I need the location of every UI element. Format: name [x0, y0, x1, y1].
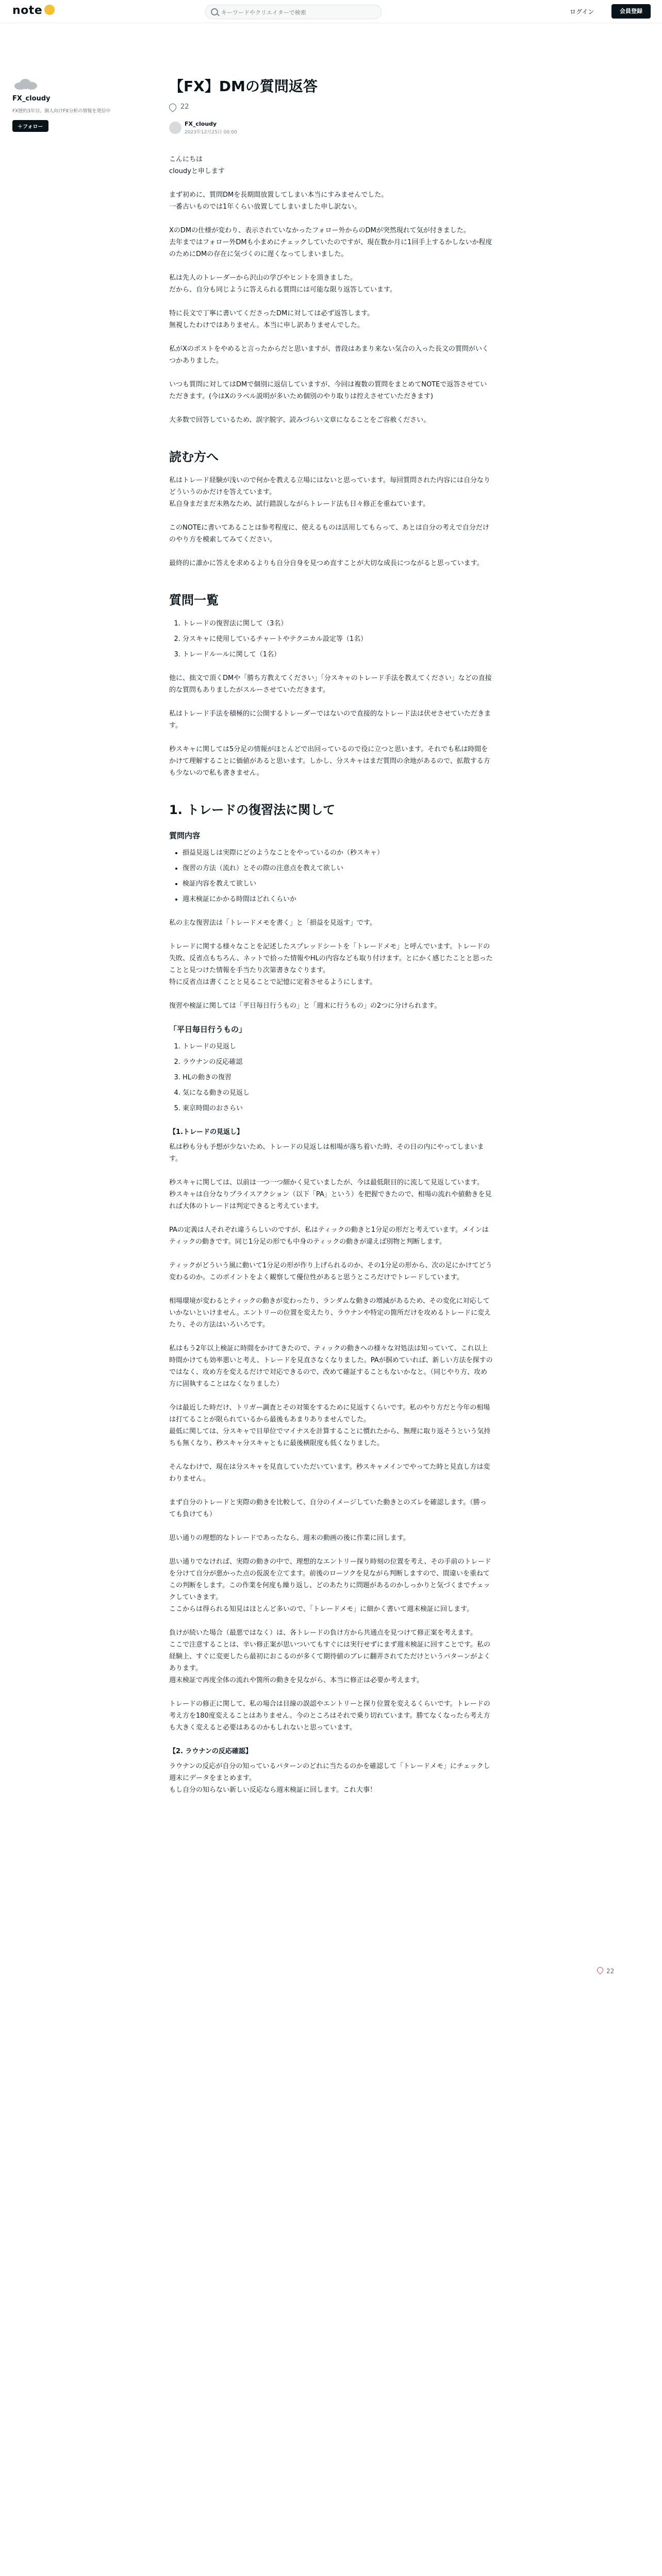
heart-icon[interactable]: [168, 102, 178, 112]
review-paragraphs: [169, 1141, 493, 1734]
paragraph: まず初めに、質問DMを長期間放置してしまい本当にすみませんでした。 一番古いものでは1年くらい放置してしまいました申し訳ない。: [169, 191, 388, 211]
subsection-heading: 【2. ラウナンの反応確認】: [169, 1748, 252, 1755]
section-heading: 1. トレードの復習法に関して: [169, 803, 336, 817]
paragraph: 私は先人のトレーダーから沢山の学びやヒントを頂きました。 だから、自分も同じように答えられる質問には可能な限り返答しています。: [169, 274, 396, 294]
list-item: 3. トレードルールに関して（1名）: [183, 649, 493, 660]
intro-section: [169, 154, 493, 426]
paragraph: いつも質問に対してはDMで個別に返信していますが、今回は複数の質問をまとめてNOTEで返答させていただきます。(今はXのラベル説明が多いため個別のやり取りは控えさせていただきます): [169, 381, 487, 400]
list-item: 1. トレードの復習法に関して（3名）: [183, 618, 493, 630]
publish-date: 2023年12月25日 00:00: [185, 130, 237, 135]
author-name[interactable]: FX_cloudy: [185, 121, 217, 127]
author-avatar[interactable]: [169, 122, 181, 134]
list-item: 1. トレードの見返し: [183, 1041, 493, 1053]
paragraph: PAの定義は人それぞれ違うらしいのですが、私はティックの動きと1分足の形だと考えています。メインはティックの動きです。同じ1分足の形でも中身のティックの動きが違えば別物と判断します。: [169, 1226, 489, 1246]
article-title: 【FX】DMの質問返答: [169, 78, 318, 95]
paragraph: まず自分のトレードと実際の動きを比較して、自分のイメージしていた動きとのズレを確認します。（勝っても負けても）: [169, 1499, 487, 1518]
section-heading: 質問一覧: [169, 593, 219, 607]
daily-task-list: [169, 1041, 493, 1114]
paragraph: XのDMの仕様が変わり、表示されていなかったフォロー外からのDMが突然現れて気が付きました。 去年まではフォロー外DMも小まめにチェックしていたのですが、現在数か月に1回手上するかしないか程度のためにDMの存在に気づくのに遅くなってしまいました。: [169, 227, 492, 258]
creator-sidebar: [12, 77, 115, 132]
search-input[interactable]: [220, 7, 377, 18]
list-item: 5. 東京時間のおさらい: [183, 1103, 493, 1114]
list-item: • 週末検証にかかる時間はどれくらいか: [183, 893, 493, 905]
floating-like[interactable]: [597, 1967, 614, 1975]
paragraph: 相場環境が変わるとティックの動きが変わったり、ランダムな動きの増減があるため、その変化に対応していかないといけません。エントリーの位置を変えたり、ラウナンや特定の箇所だけを攻めるトレードに変えたり、その方法はいろいろです。: [169, 1297, 491, 1329]
paragraph: ティックがどういう風に動いて1分足の形が作り上げられるのか、その1分足の形から、次の足にかけてどう変わるのか。このポイントをよく観察して優位性があると思うところだけでトレードしています。: [169, 1262, 492, 1281]
readers-section: [169, 474, 493, 569]
list-item: 3. HLの動きの復習: [183, 1072, 493, 1083]
paragraph: 負けが続いた場合（最悪ではなく）は、各トレードの負け方から共通点を見つけて修正案を考えます。 ここで注意することは、辛い修正案が思いついてもすぐには実行せずにまず週末検証に回すことです。私の経験上、すぐに変更したら最初におこるのが多くて期待値のブレに翻弄されてただけというパターンがよくあります。 週末検証で再度全体の流れや箇所の動きを見ながら、本当に修正は必要か考えます。: [169, 1629, 491, 1684]
paragraph: 思い通りでなければ、実際の動きの中で、理想的なエントリー探り時刻の位置を考え、その手前のトレードを分けて自分が悪かった点の仮説を立てます。前後のローソクを見ながら判断しますので、間違いを重ねてこの判断をします。この作業を何度も繰り返し、どのあたりに問題があるのかしっかりと気づくまでチェックしていきます。 ここからは得られる知見はほとんど多いので、「トレードメモ」に細かく書いて週末検証に回します。: [169, 1558, 491, 1613]
paragraph: 秒スキャに関しては、以前は一つ一つ細かく見ていましたが、今は最低限目的に流して見返しています。 秒スキャは自分なりプライスアクション（以下「PA」という）を把握できたので、相場の流れや値動きを見れば大体のトレードは判定できると考えています。: [169, 1179, 492, 1210]
search-box[interactable]: [205, 5, 382, 19]
paragraph: 今は最近した時だけ、トリガー調査とその対策をするために見返すくらいです。私のやり方だと今年の相場は打てることが限られているから最後もあまりありませんでした。 最低に関しては、分スキャで目単位でマイナスを計算することに慣れたから、無理に取り返そうという気持ちも無くなり、秒スキャ分スキャともに最後横限度も低くなりました。: [169, 1404, 491, 1447]
paragraph: 私がXのポストをやめると言ったからだと思いますが、普段はあまり来ない気合の入った長文の質問がいくつかありました。: [169, 345, 489, 365]
paragraph: 私はトレード手法を積極的に公開するトレーダーではないので直接的なトレード法は伏せさせていただきます。: [169, 710, 491, 730]
list-item: 4. 気になる動きの見返し: [183, 1087, 493, 1099]
logo-text[interactable]: note: [12, 4, 43, 17]
paragraph: 最終的に誰かに答えを求めるよりも自分自身を見つめ直すことが大切な成長につながると思っています。: [169, 560, 484, 567]
subsection-heading: 質問内容: [169, 831, 201, 840]
signup-button[interactable]: 会員登録: [611, 4, 651, 19]
follow-label[interactable]: フォロー: [23, 124, 43, 130]
paragraph: 特に長文で丁寧に書いてくださったDMに対しては必ず返答します。 無視したわけではありません。本当に申し訳ありませんでした。: [169, 310, 374, 329]
paragraph: 秒スキャに関しては5分足の情報がほとんどで出回っているので役に立つと思います。それでも私は時間をかけて理解することに価値があると思います。しかし、分スキャはまだ質問の余地があるので、拡散する方も少ないので私も書きません。: [169, 745, 490, 777]
list-item: • 検証内容を教えて欲しい: [183, 878, 493, 890]
heart-icon[interactable]: [596, 1966, 605, 1975]
avatar[interactable]: [12, 77, 39, 91]
list-item: • 復習の方法（流れ）とその際の注意点を教えて欲しい: [183, 862, 493, 874]
section-heading: 読む方へ: [169, 450, 219, 464]
paragraph: 私はトレード経験が浅いので何かを教える立場にはないと思っています。毎回質問された内容には自分なりどういうのかだけを答えています。 私自身まだまだ未熟なため、試行錯誤しながらトレード法も日々修正を重ねています。: [169, 477, 490, 508]
creator-name[interactable]: FX_cloudy: [12, 95, 51, 103]
question-content-list: [169, 847, 493, 905]
note-logo[interactable]: [12, 4, 55, 17]
paragraph: ラウナンの反応が自分の知っているパターンのどれに当たるのかを確認して「トレードメモ」にチェックし週末にデータをまとめます。 もし自分の知らない新しい反応なら週末検証に回します。これ大事！: [169, 1762, 490, 1794]
paragraph: 私はもう2年以上検証に時間をかけてきたので、ティックの動きへの様々な対処法は知っていて、これ以上時間かけても効率悪いと考え、トレードを見直さなくなりました。PAが掴めていれば、新しい方法を探すのではなく、攻め方を変えるだけで対応できるので、改めて確証することもないかなと。（同じやり方、攻め方に固執することはなくなりました）: [169, 1345, 493, 1388]
paragraph: 私の主な復習法は「トレードメモを書く」と「損益を見返す」です。: [169, 919, 376, 927]
search-icon: [211, 8, 218, 15]
paragraph: トレードに関する様々なことを記述したスプレッドシートを「トレードメモ」と呼んでいます。トレードの失敗、反省点もちろん、ネットで拾った情報やHLの内容なども取り付けます。とにかく感じたことと思ったことと見つけた情報を手当たり次第書きなぐります。 特に反省点は書くことと見ることで記憶に定着させるようにします。: [169, 943, 493, 986]
list-item: • 損益見返しは実際にどのようなことをやっているのか（秒スキャ）: [183, 847, 493, 859]
follow-button[interactable]: [12, 120, 48, 132]
top-header: [0, 0, 662, 23]
paragraph: 大多数で回答しているため、誤字脱字、読みづらい文章になることをご容赦ください。: [169, 416, 431, 424]
paragraph: 復習や検証に関しては「平日毎日行うもの」と「週末に行うもの」の2つに分けられます。: [169, 1002, 441, 1010]
login-link[interactable]: ログイン: [570, 8, 594, 15]
article-body: [169, 154, 493, 1796]
article: [169, 77, 493, 1808]
paragraph: このNOTEに書いてあることは参考程度に、使えるものは活用してもらって、あとは自分の考えで自分だけのやり方を模索してみてください。: [169, 524, 489, 544]
paragraph: トレードの修正に関して、私の場合は目線の誤認やエントリーと探り位置を変えるくらいです。トレードの考え方を180度変えることはありません。今のところはそれで乗り切れています。勝てなくなったら考え方も大きく変えると必要はあるのかもしれないと思っています。: [169, 1700, 490, 1732]
subsection-heading: 「平日毎日行うもの」: [169, 1025, 247, 1034]
question-list: [169, 618, 493, 660]
list-item: 2. ラウナンの反応確認: [183, 1056, 493, 1068]
raunan-paragraphs: [169, 1760, 493, 1796]
paragraph: こんにちは cloudyと申します: [169, 156, 225, 175]
paragraph: 私は秒も分も予想が少ないため、トレードの見返しは相場が落ち着いた時、その日の内にやってしまいます。: [169, 1143, 484, 1163]
subsection-heading: 【1.トレードの見返し】: [169, 1128, 243, 1136]
follow-plus-icon: ＋: [18, 124, 23, 130]
creator-bio: FX歴約3年目。個人向けFX分析の情報を発信中: [12, 109, 111, 114]
paragraph: そんなわけで、現在は分スキャを見直していただいています。秒スキャメインでやってた時と見直し方は変わりません。: [169, 1463, 490, 1483]
like-count: 22: [180, 103, 189, 111]
like-row[interactable]: [169, 103, 493, 112]
logo-face-icon: [44, 5, 55, 15]
floating-like-count: 22: [606, 1968, 615, 1975]
toc-notes: [169, 672, 493, 779]
paragraph: 他に、拙文で頂くDMや「勝ち方教えてください」「分スキャのトレード手法を教えてください」などの直接的な質問もありましたがスルーさせていただきます。: [169, 674, 492, 694]
paragraph: 思い通りの理想的なトレードであったなら、週末の動画の後に作業に回します。: [169, 1534, 410, 1542]
section1-paragraphs: [169, 917, 493, 1012]
author-row: [169, 121, 493, 136]
list-item: 2. 分スキャに使用しているチャートやテクニカル設定等（1名）: [183, 633, 493, 645]
